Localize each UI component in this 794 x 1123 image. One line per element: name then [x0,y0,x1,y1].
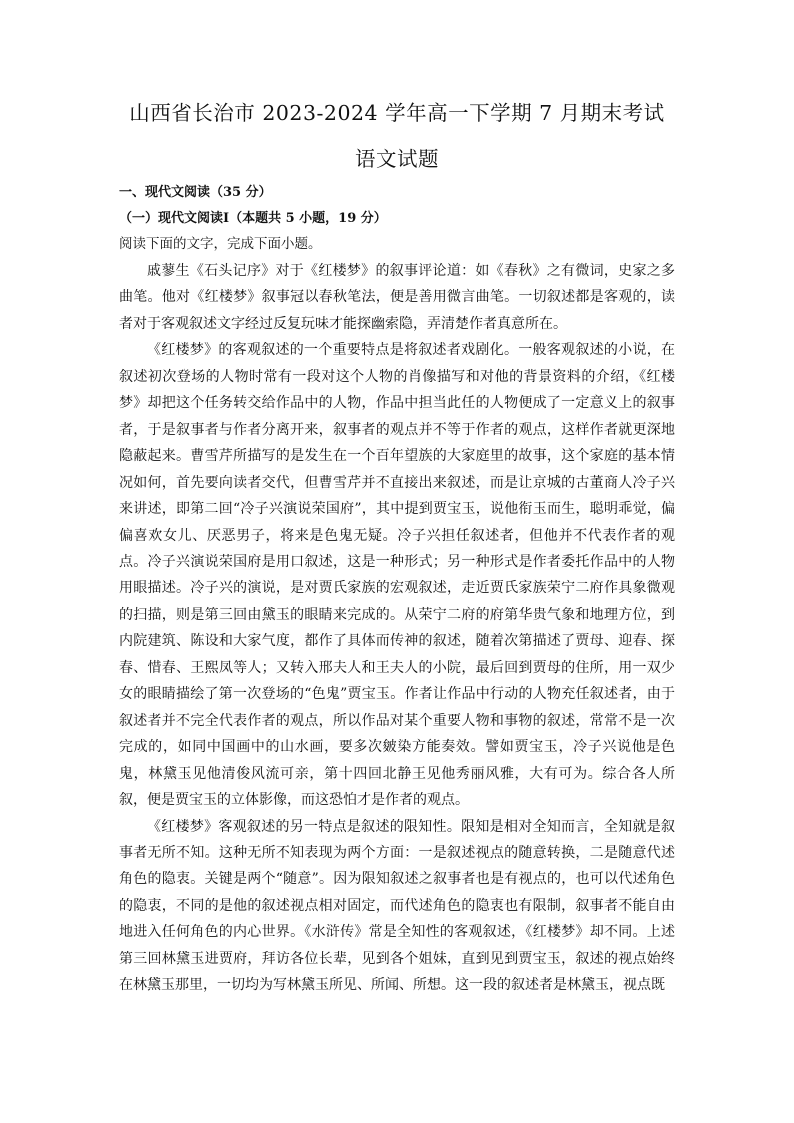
passage-paragraph: 《红楼梦》客观叙述的另一特点是叙述的限知性。限知是相对全知而言，全知就是叙事者无所不知。这种无所不知表现为两个方面：一是叙述视点的随意转换，二是随意代述角色的隐衷。关键是两个“随意”。因为限知叙述之叙事者也是有视点的，也可以代述角色的隐衷，不同的是他的叙述视点相对固定，而代述角色的隐衷也有限制，叙事者不能自由地进入任何角色的内心世界。《水浒传》常是全知性的客观叙述，《红楼梦》却不同。上述第三回林黛玉进贾府，拜访各位长辈，见到各个姐妹，直到见到贾宝玉，叙述的视点始终在林黛玉那里，一切均为写林黛玉所见、所闻、所想。这一段的叙述者是林黛玉，视点既 [119,818,675,994]
passage-paragraph: 戚蓼生《石头记序》对于《红楼梦》的叙事评论道：如《春秋》之有微词，史家之多曲笔。他对《红楼梦》叙事冠以春秋笔法，便是善用微言曲笔。一切叙述都是客观的，读者对于客观叙述文字经过反复玩味才能探幽索隐，弄清楚作者真意所在。 [119,263,675,332]
exam-subtitle: 语文试题 [355,147,439,171]
section-heading: 一、现代文阅读（35 分） [119,185,272,200]
reading-instruction: 阅读下面的文字，完成下面小题。 [119,236,322,252]
subsection-heading: （一）现代文阅读Ⅰ（本题共 5 小题，19 分） [119,211,387,226]
exam-title: 山西省长治市 2023-2024 学年高一下学期 7 月期末考试 [129,101,665,125]
passage-paragraph: 《红楼梦》的客观叙述的一个重要特点是将叙述者戏剧化。一般客观叙述的小说，在叙述初次登场的人物时常有一段对这个人物的肖像描写和对他的背景资料的介绍，《红楼梦》却把这个任务转交给作品中的人物，作品中担当此任的人物便成了一定意义上的叙事者，于是叙事者与作者分离开来，叙事者的观点并不等于作者的观点，这样作者就更深地隐蔽起来。曹雪芹所描写的是发生在一个百年望族的大家庭里的故事，这个家庭的基本情况如何，首先要向读者交代，但曹雪芹并不直接出来叙述，而是让京城的古董商人冷子兴来讲述，即第二回“冷子兴演说荣国府”，其中提到贾宝玉，说他衔玉而生，聪明乖觉，偏偏喜欢女儿、厌恶男子，将来是色鬼无疑。冷子兴担任叙述者，但他并不代表作者的观点。冷子兴演说荣国府是用口叙述，这是一种形式；另一种形式是作者委托作品中的人物用眼描述。冷子兴的演说，是对贾氏家族的宏观叙述，走近贾氏家族荣宁二府作具象微观的扫描，则是第三回由黛玉的眼睛来完成的。从荣宁二府的府第华贵气象和地理方位，到内院建筑、陈设和大家气度，都作了具体而传神的叙述，随着次第描述了贾母、迎春、探春、惜春、王熙凤等人；又转入邢夫人和王夫人的小院，最后回到贾母的住所，用一双少女的眼睛描绘了第一次登场的“色鬼”贾宝玉。作者让作品中行动的人物充任叙述者，由于叙述者并不完全代表作者的观点，所以作品对某个重要人物和事物的叙述，常常不是一次完成的，如同中国画中的山水画，要多次皴染方能奏效。譬如贾宝玉，冷子兴说他是色鬼，林黛玉见他清俊风流可亲，第十四回北静王见他秀丽风雅，大有可为。综合各人所叙，便是贾宝玉的立体影像，而这恐怕才是作者的观点。 [119,342,675,809]
reading-passage [119,258,675,999]
